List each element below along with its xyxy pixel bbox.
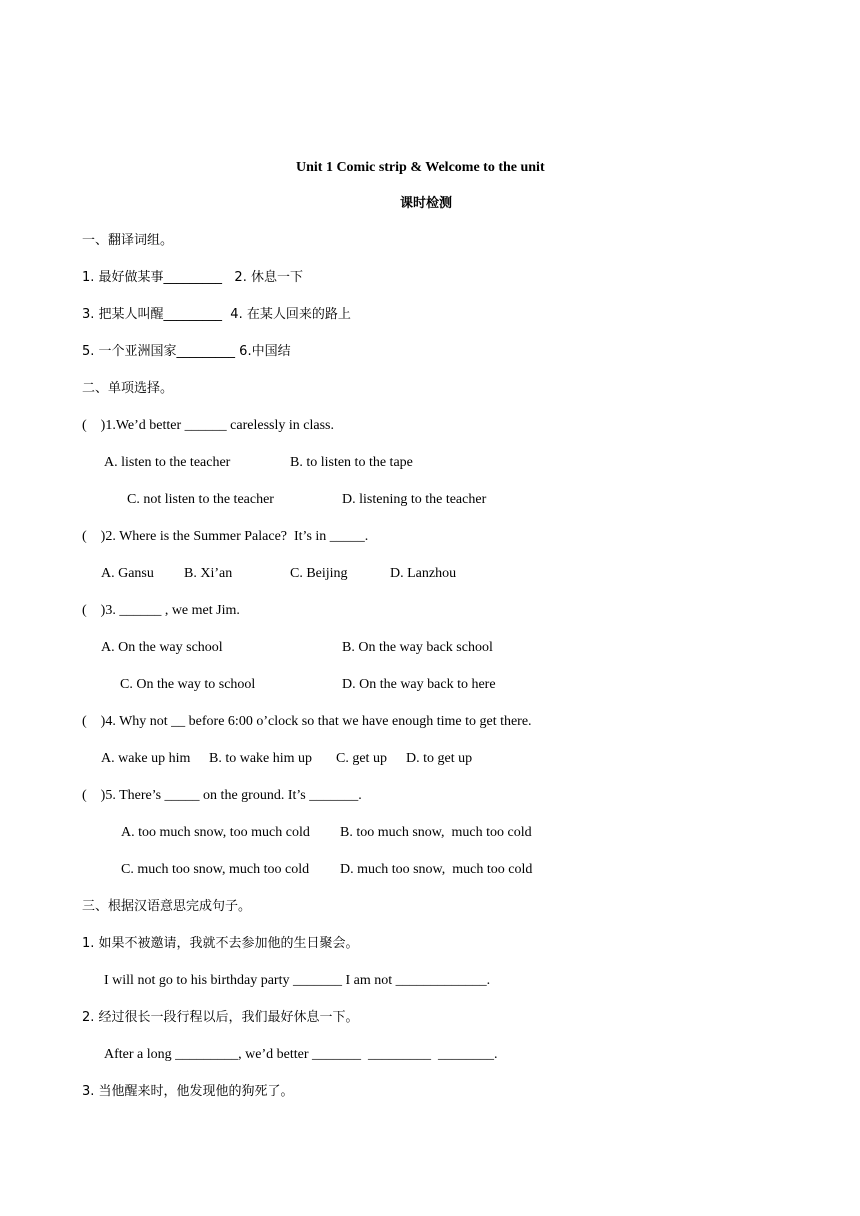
section2-heading: 二、单项选择。 — [82, 381, 174, 396]
page-title: Unit 1 Comic strip & Welcome to the unit — [296, 160, 545, 175]
question-3-option-d: D. On the way back to here — [342, 677, 496, 692]
sentence-1-chinese: 1. 如果不被邀请，我就不去参加他的生日聚会。 — [82, 936, 359, 951]
sentence-2-chinese: 2. 经过很长一段行程以后，我们最好休息一下。 — [82, 1010, 359, 1025]
question-3-option-a: A. On the way school — [101, 640, 223, 655]
question-4-option-b: B. to wake him up — [209, 751, 313, 766]
page-subtitle: 课时检测 — [400, 196, 453, 211]
question-2-option-c: C. Beijing — [290, 566, 348, 581]
question-1-option-b: B. to listen to the tape — [290, 455, 413, 470]
question-3-option-b: B. On the way back school — [342, 640, 493, 655]
question-4-option-a: A. wake up him — [101, 751, 191, 766]
question-5-option-a: A. too much snow, too much cold — [121, 825, 310, 840]
question-5-option-d: D. much too snow, much too cold — [340, 862, 533, 877]
question-4-option-d: D. to get up — [406, 751, 473, 766]
question-2-option-b: B. Xi’an — [184, 566, 233, 581]
question-4-stem: ( )4. Why not __ before 6:00 o’clock so that we have enough time to get there. — [82, 714, 532, 729]
question-4-option-c: C. get up — [336, 751, 387, 766]
question-2-stem: ( )2. Where is the Summer Palace? It’s in _____. — [82, 529, 369, 544]
section1-row-1: 1. 最好做某事_________ 2. 休息一下 — [82, 270, 303, 285]
question-5-option-b: B. too much snow, much too cold — [340, 825, 532, 840]
question-3-option-c: C. On the way to school — [120, 677, 256, 692]
question-1-option-c: C. not listen to the teacher — [127, 492, 274, 507]
sentence-3-chinese: 3. 当他醒来时，他发现他的狗死了。 — [82, 1084, 294, 1099]
question-1-option-d: D. listening to the teacher — [342, 492, 487, 507]
sentence-2-english: After a long _________, we’d better _______ _________ ________. — [104, 1047, 498, 1062]
sentence-1-english: I will not go to his birthday party _______ I am not _____________. — [104, 973, 491, 988]
section1-row-3: 5. 一个亚洲国家_________ 6.中国结 — [82, 344, 291, 359]
section1-heading: 一、翻译词组。 — [82, 233, 174, 248]
question-1-stem: ( )1.We’d better ______ carelessly in class. — [82, 418, 334, 433]
section1-row-2: 3. 把某人叫醒_________ 4. 在某人回来的路上 — [82, 307, 351, 322]
question-3-stem: ( )3. ______ , we met Jim. — [82, 603, 240, 618]
question-5-option-c: C. much too snow, much too cold — [121, 862, 310, 877]
question-2-option-a: A. Gansu — [101, 566, 154, 581]
question-1-option-a: A. listen to the teacher — [104, 455, 231, 470]
question-5-stem: ( )5. There’s _____ on the ground. It’s _______. — [82, 788, 362, 803]
question-2-option-d: D. Lanzhou — [390, 566, 457, 581]
section3-heading: 三、根据汉语意思完成句子。 — [82, 899, 252, 914]
